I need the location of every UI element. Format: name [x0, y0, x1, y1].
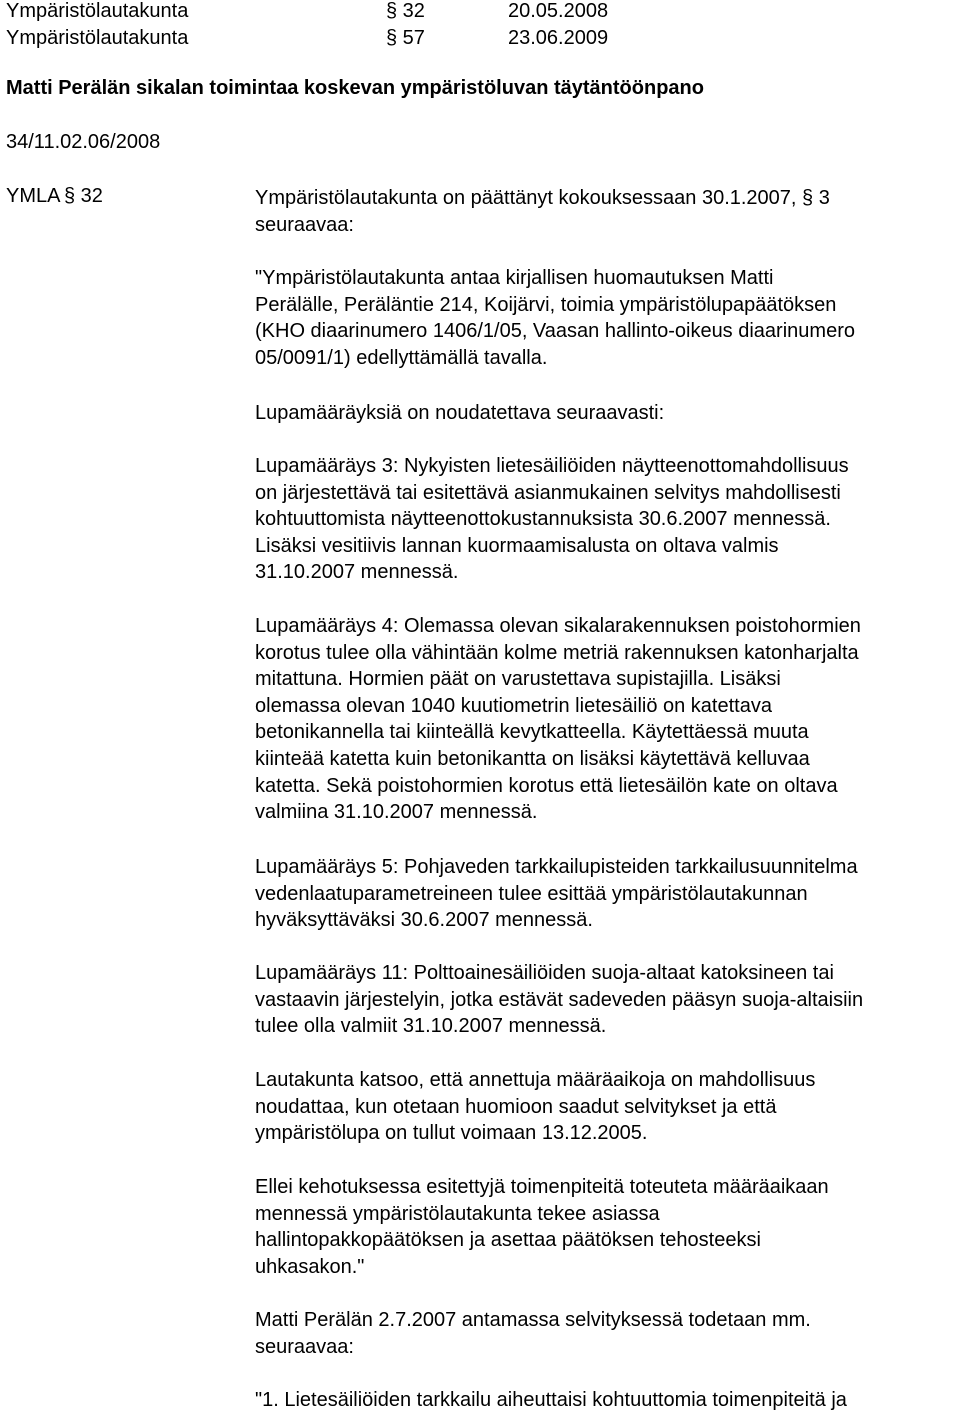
paragraph-notice	[255, 265, 960, 371]
paragraph-deadlines	[255, 1067, 960, 1147]
text-line: noudattaa, kun otetaan huomioon saadut selvitykset ja että	[255, 1095, 777, 1118]
text-line: vastaavin järjestelyin, jotka estävät sadeveden pääsyn suoja-altaisiin	[255, 988, 864, 1011]
meeting-date: 23.06.2009	[508, 27, 609, 49]
section-number: § 57	[386, 27, 425, 49]
paragraph-intro	[255, 400, 960, 427]
text-line: betonikannella tai kiinteällä kevytkatteella. Käytettäessä muuta	[255, 721, 809, 744]
text-line: kiinteää katetta kuin betonikantta on lisäksi käytettävä kelluvaa	[255, 747, 810, 770]
paragraph-statement	[255, 1307, 960, 1360]
text-line: Perälälle, Peräläntie 214, Koijärvi, toimia ympäristölupapäätöksen	[255, 293, 837, 316]
text-line: "1. Lietesäiliöiden tarkkailu aiheuttaisi kohtuuttomia toimenpiteitä ja	[255, 1389, 847, 1411]
document-title: Matti Perälän sikalan toimintaa koskevan ympäristöluvan täytäntöönpano	[6, 77, 704, 99]
text-line: korotus tulee olla vähintään kolme metriä rakennuksen katonharjalta	[255, 641, 859, 664]
paragraph-condition-4	[255, 613, 960, 826]
text-line: uhkasakon."	[255, 1255, 365, 1278]
text-line: Lupamääräyksiä on noudatettava seuraavasti:	[255, 402, 665, 424]
paragraph-condition-11	[255, 960, 960, 1040]
text-line: valmiina 31.10.2007 mennessä.	[255, 801, 538, 824]
text-line: "Ympäristölautakunta antaa kirjallisen huomautuksen Matti	[255, 267, 774, 289]
text-line: Lupamääräys 3: Nykyisten lietesäiliöiden näytteenottomahdollisuus	[255, 455, 849, 477]
text-line: seuraavaa:	[255, 213, 354, 236]
committee-name: Ympäristölautakunta	[6, 27, 189, 49]
text-line: Matti Perälän 2.7.2007 antamassa selvityksessä todetaan mm.	[255, 1309, 811, 1331]
text-line: (KHO diaarinumero 1406/1/05, Vaasan hallinto-oikeus diaarinumero	[255, 320, 855, 343]
text-line: Lupamääräys 5: Pohjaveden tarkkailupisteiden tarkkailusuunnitelma	[255, 856, 858, 878]
text-line: Lautakunta katsoo, että annettuja määräaikoja on mahdollisuus	[255, 1069, 816, 1091]
text-line: ympäristölupa on tullut voimaan 13.12.2005.	[255, 1122, 648, 1145]
paragraph-sanction	[255, 1174, 960, 1280]
paragraph-condition-5	[255, 854, 960, 934]
text-line: olemassa olevan 1040 kuutiometrin lietesäiliö on katettava	[255, 694, 772, 717]
committee-name: Ympäristölautakunta	[6, 0, 189, 22]
text-line: hallintopakkopäätöksen ja asettaa päätöksen tehosteeksi	[255, 1229, 761, 1252]
text-line: mitattuna. Hormien päät on varustettava supistajilla. Lisäksi	[255, 668, 781, 691]
text-line: Lupamääräys 4: Olemassa olevan sikalarakennuksen poistohormien	[255, 615, 861, 637]
text-line: tulee olla valmiit 31.10.2007 mennessä.	[255, 1015, 607, 1038]
paragraph-condition-3	[255, 453, 960, 586]
text-line: Lupamääräys 11: Polttoainesäiliöiden suoja-altaat katoksineen tai	[255, 962, 834, 984]
ymla-label: YMLA	[6, 185, 61, 207]
text-line: Lisäksi vesitiivis lannan kuormaamisalusta on oltava valmis	[255, 534, 779, 557]
text-line: 31.10.2007 mennessä.	[255, 561, 459, 584]
text-line: vedenlaatuparametreineen tulee esittää ympäristölautakunnan	[255, 882, 808, 905]
text-line: katetta. Sekä poistohormien korotus että lietesäilön kate on oltava	[255, 774, 838, 797]
text-line: mennessä ympäristölautakunta tekee asiassa	[255, 1202, 660, 1225]
ymla-decision-text	[255, 185, 960, 238]
text-line: seuraavaa:	[255, 1335, 354, 1358]
reference-number: 34/11.02.06/2008	[6, 131, 161, 153]
text-line: hyväksyttäväksi 30.6.2007 mennessä.	[255, 909, 593, 932]
text-line: 05/0091/1) edellyttämällä tavalla.	[255, 346, 548, 369]
text-line: on järjestettävä tai esitettävä asianmukainen selvitys mahdollisesti	[255, 481, 841, 504]
text-line: kohtuuttomista näytteenottokustannuksista 30.6.2007 mennessä.	[255, 508, 831, 531]
text-line: Ympäristölautakunta on päättänyt kokouksessaan 30.1.2007, § 3	[255, 187, 830, 209]
text-line: Ellei kehotuksessa esitettyjä toimenpiteitä toteuteta määräaikaan	[255, 1176, 829, 1198]
section-number: § 32	[386, 0, 425, 22]
meeting-date: 20.05.2008	[508, 0, 609, 22]
paragraph-quote-start	[255, 1387, 960, 1414]
ymla-section: § 32	[64, 185, 103, 207]
